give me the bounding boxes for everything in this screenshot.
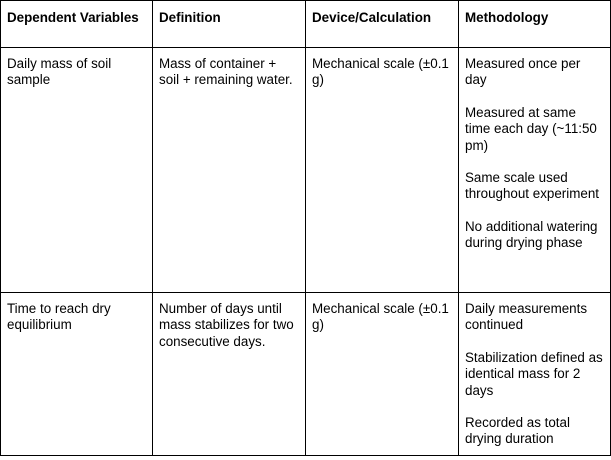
- methodology-cell: [459, 48, 611, 293]
- methodology-item: Measured once per day: [465, 56, 581, 88]
- header-methodology: Methodology: [459, 1, 611, 48]
- definition-cell: Number of days until mass stabilizes for two consecutive days.: [153, 293, 306, 456]
- methodology-item: Measured at same time each day (~11:50 pm): [465, 104, 597, 153]
- variable-cell: Time to reach dry equilibrium: [1, 293, 153, 456]
- methodology-cell: [459, 293, 611, 456]
- header-definition: Definition: [153, 1, 306, 48]
- variable-cell: Daily mass of soil sample: [1, 48, 153, 293]
- table-row: [1, 48, 611, 293]
- header-dependent-variables: Dependent Variables: [1, 1, 153, 48]
- device-cell: Mechanical scale (±0.1 g): [306, 293, 459, 456]
- methodology-item: Same scale used throughout experiment: [465, 170, 599, 202]
- device-cell: Mechanical scale (±0.1 g): [306, 48, 459, 293]
- methodology-item: Recorded as total drying duration: [465, 415, 570, 447]
- methodology-item: Daily measurements continued: [465, 301, 588, 333]
- methodology-item: No additional watering during drying phase: [465, 218, 598, 251]
- methodology-item: Stabilization defined as identical mass for 2 days: [465, 349, 603, 398]
- table-header-row: [1, 1, 611, 48]
- table-row: [1, 293, 611, 456]
- header-device-calculation: Device/Calculation: [306, 1, 459, 48]
- definition-cell: Mass of container + soil + remaining water.: [153, 48, 306, 293]
